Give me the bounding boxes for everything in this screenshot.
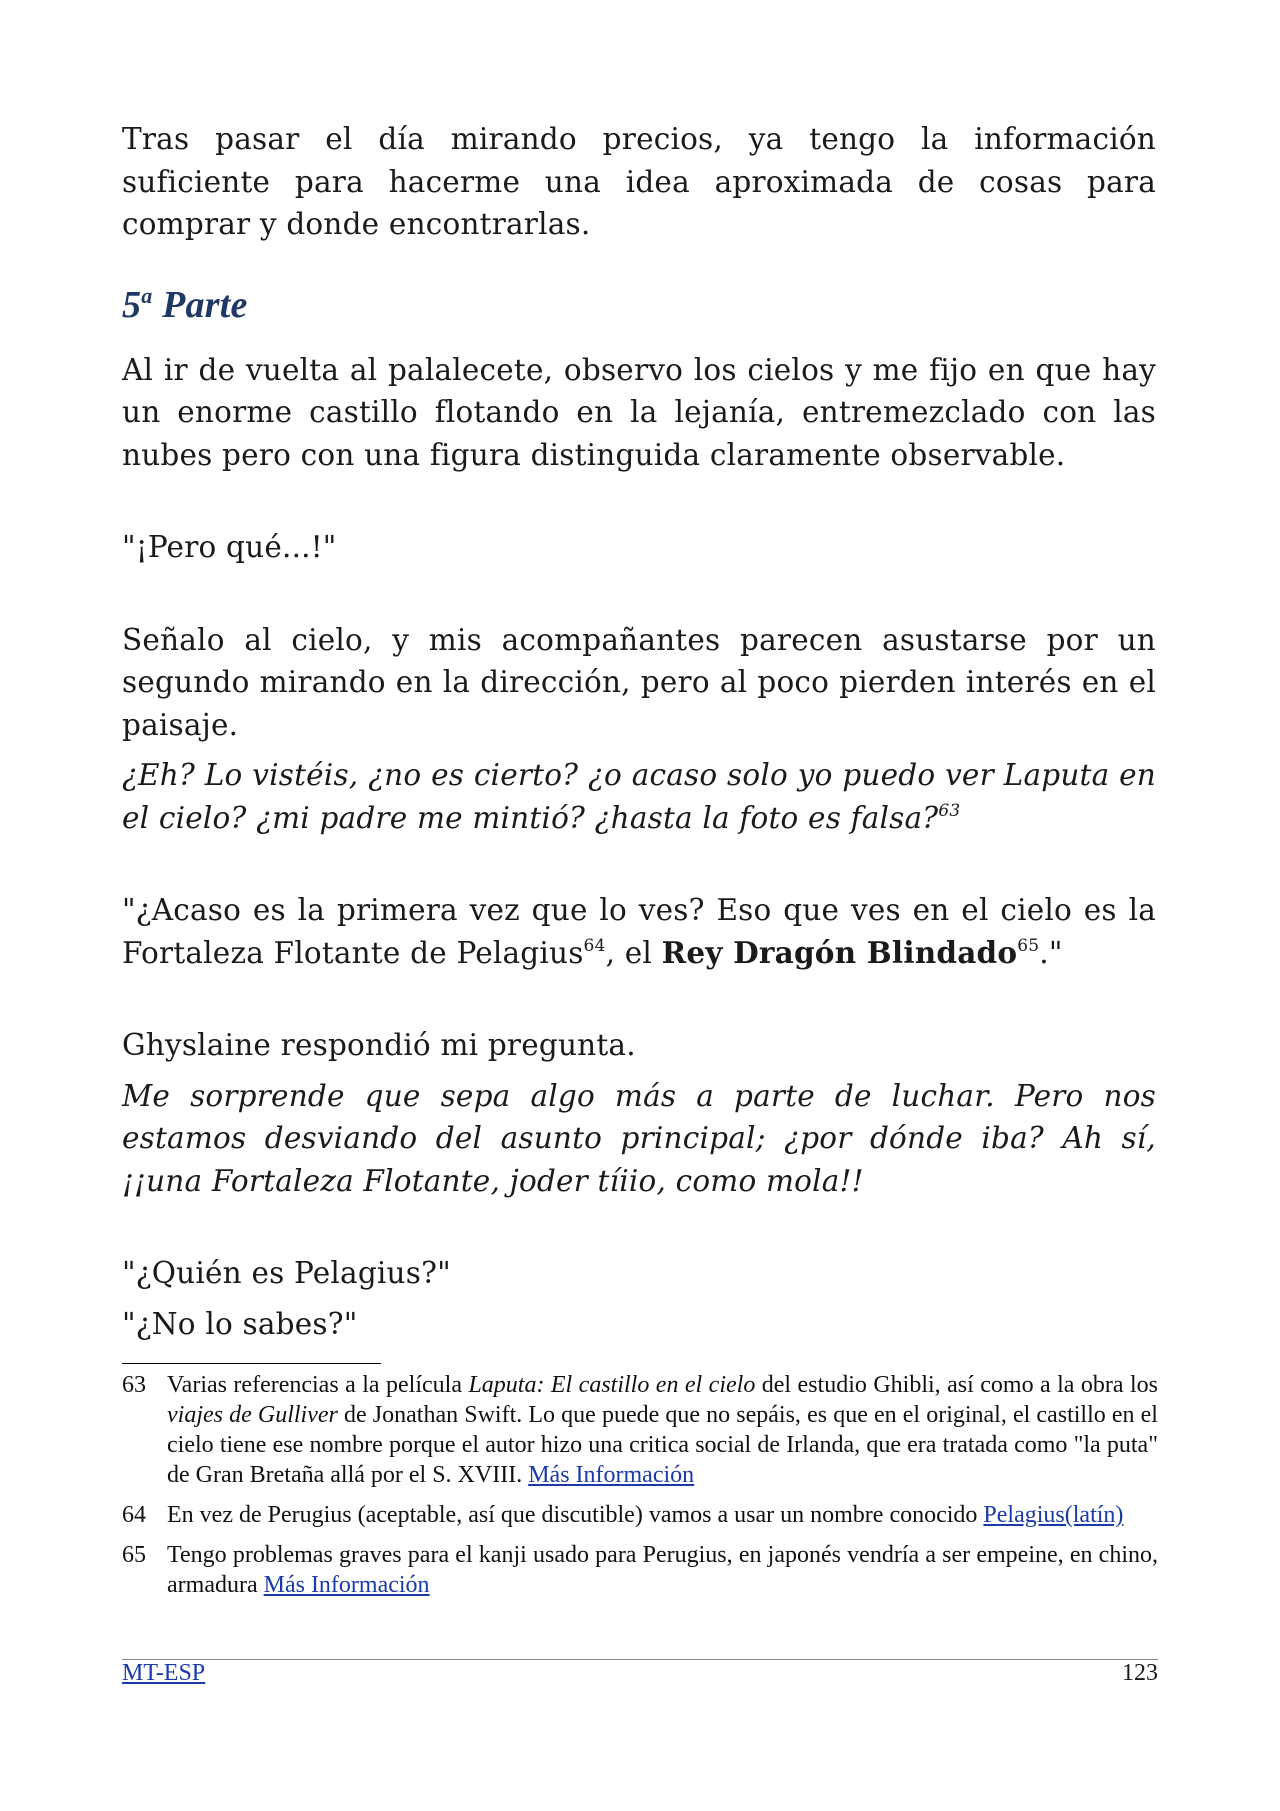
inner-thought: Me sorprende que sepa algo más a parte de luchar. Pero nos estamos desviando del asunto principal; ¿por dónde iba? Ah sí, ¡¡una Fortaleza Flotante, joder tíiio, como mola!!: [122, 1078, 1156, 1198]
footnote-ref-65[interactable]: 65: [1017, 935, 1040, 956]
dialogue-line: [122, 889, 1156, 974]
dialogue-line: "¿Quién es Pelagius?": [122, 1256, 451, 1290]
footnote-63: [122, 1370, 1158, 1490]
footnote-span: del estudio Ghibli, así como a la obra los: [755, 1372, 1159, 1398]
paragraph: Ghyslaine respondió mi pregunta.: [122, 1028, 636, 1062]
footnote-span: En vez de Perugius (aceptable, así que discutible) vamos a usar un nombre conocido: [167, 1502, 984, 1528]
footnote-number: 65: [122, 1542, 146, 1568]
page-number: 123: [1122, 1660, 1158, 1686]
footnote-divider: [122, 1363, 381, 1364]
footnotes: [122, 1370, 1158, 1610]
pelagius-link[interactable]: Pelagius(latín): [983, 1502, 1124, 1528]
paragraph: Señalo al cielo, y mis acompañantes parecen asustarse por un segundo mirando en la dirección, pero al poco pierden interés en el paisaje.: [122, 622, 1156, 742]
footnote-number: 63: [122, 1372, 146, 1398]
inner-thought: [122, 754, 1156, 839]
footnote-ref-63[interactable]: 63: [938, 800, 961, 821]
dialogue-line: "¿No lo sabes?": [122, 1306, 358, 1341]
bold-title: Rey Dragón Blindado: [661, 934, 1018, 970]
footnote-text: [167, 1540, 1158, 1600]
dialogue-text: .": [1039, 935, 1063, 970]
footnote-text: [167, 1370, 1158, 1490]
dialogue-line: "¡Pero qué...!": [122, 530, 337, 564]
heading-ordinal: a: [141, 282, 153, 308]
footnote-span: Tengo problemas graves para el kanji usado para Perugius, en japonés vendría a ser empeine, en chino, armadura: [167, 1542, 1158, 1598]
footnote-text: [167, 1500, 1158, 1530]
chapter-body: [122, 118, 1156, 1345]
paragraph: Al ir de vuelta al palalecete, observo los cielos y me fijo en que hay un enorme castillo flotando en la lejanía, entremezclado con las nubes pero con una figura distinguida claramente observable.: [122, 352, 1156, 472]
paragraph: Tras pasar el día mirando precios, ya tengo la información suficiente para hacerme una idea aproximada de cosas para comprar y donde encontrarlas.: [122, 122, 1156, 241]
footnote-65: [122, 1540, 1158, 1600]
footnote-number: 64: [122, 1502, 146, 1528]
footnote-span: Varias referencias a la película: [167, 1372, 469, 1398]
dialogue-text: "¿Acaso es la primera vez que lo ves? Eso que ves en el cielo es la Fortaleza Flotante de Pelagius: [122, 893, 1156, 970]
film-title: Laputa: El castillo en el cielo: [468, 1372, 756, 1398]
dialogue-text: , el: [605, 935, 662, 970]
more-info-link[interactable]: Más Información: [528, 1462, 695, 1488]
footer-divider: [122, 1659, 1158, 1660]
footnote-64: [122, 1500, 1158, 1530]
book-title: viajes de Gulliver: [167, 1402, 338, 1428]
footnote-ref-64[interactable]: 64: [583, 935, 606, 956]
more-info-link[interactable]: Más Información: [263, 1572, 430, 1598]
footnote-span: de Jonathan Swift. Lo que puede que no sepáis, es que en el original, el castillo en el cielo tiene ese nombre porque el autor hizo una critica social de Irlanda, que era tratada como "la puta" de Gran Bretaña allá por el S. XVIII.: [167, 1402, 1158, 1488]
heading-text: Parte: [152, 283, 248, 326]
heading-number: 5: [122, 283, 142, 326]
footer-site-link[interactable]: MT-ESP: [122, 1660, 206, 1686]
section-heading: [122, 272, 1156, 329]
thought-text: ¿Eh? Lo vistéis, ¿no es cierto? ¿o acaso solo yo puedo ver Laputa en el cielo? ¿mi padre me mintió? ¿hasta la foto es falsa?: [122, 758, 1156, 835]
